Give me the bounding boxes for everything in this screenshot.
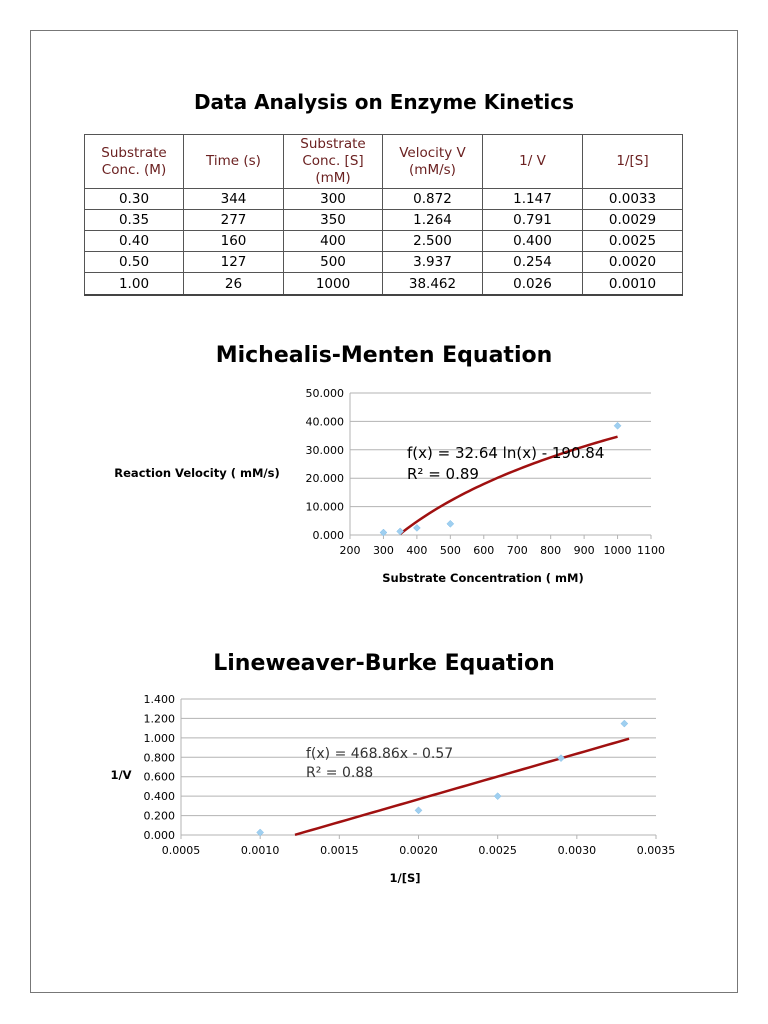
table-cell: 300 (284, 189, 383, 210)
table-cell: 26 (184, 273, 284, 296)
y-axis-label: 1/V (110, 768, 132, 782)
table-cell: 2.500 (383, 231, 483, 252)
trendline-equation: R² = 0.89 (407, 465, 479, 483)
y-tick-label: 10.000 (305, 500, 344, 514)
x-tick-label: 1000 (603, 544, 632, 557)
y-axis-label: Reaction Velocity ( mM/s) (114, 466, 280, 480)
x-tick-label: 800 (540, 544, 562, 557)
table-cell: 160 (184, 231, 284, 252)
table-row (85, 252, 683, 273)
table-header-cell: Substrate Conc. (M) (85, 135, 184, 189)
trendline-equation: f(x) = 468.86x - 0.57 (306, 746, 454, 762)
x-tick-label: 0.0035 (636, 844, 676, 857)
x-tick-label: 0.0010 (240, 844, 280, 857)
table-cell: 1.264 (383, 210, 483, 231)
x-tick-label: 600 (473, 544, 495, 557)
x-axis-label: Substrate Concentration ( mM) (382, 571, 584, 585)
table-header-cell: 1/[S] (583, 135, 683, 189)
x-tick-label: 900 (573, 544, 595, 557)
table-row (85, 189, 683, 210)
y-tick-label: 1.000 (143, 731, 175, 745)
x-tick-label: 700 (506, 544, 528, 557)
y-tick-label: 1.200 (143, 712, 175, 726)
table-cell: 0.0020 (583, 252, 683, 273)
table-cell: 400 (284, 231, 383, 252)
x-tick-label: 200 (339, 544, 361, 557)
x-tick-label: 0.0025 (478, 844, 517, 857)
table-cell: 0.40 (85, 231, 184, 252)
table-header-row (85, 135, 683, 189)
x-tick-label: 0.0030 (557, 844, 597, 857)
y-tick-label: 0.800 (143, 751, 175, 765)
table-header-cell: Substrate Conc. [S] (mM) (284, 135, 383, 189)
table-cell: 0.400 (483, 231, 583, 252)
x-tick-label: 0.0015 (320, 844, 359, 857)
table-header-cell: Time (s) (184, 135, 284, 189)
x-tick-label: 1100 (637, 544, 665, 557)
document-title: Data Analysis on Enzyme Kinetics (193, 90, 575, 114)
table-cell: 344 (184, 189, 284, 210)
enzyme-data-table (84, 134, 683, 296)
table-cell: 0.0029 (583, 210, 683, 231)
table-cell: 0.791 (483, 210, 583, 231)
y-tick-label: 0.000 (143, 829, 175, 842)
chart-title-michaelis-menten: Michealis-Menten Equation (215, 343, 553, 368)
table-header-cell: 1/ V (483, 135, 583, 189)
y-tick-label: 0.000 (312, 529, 344, 542)
table-cell: 0.35 (85, 210, 184, 231)
y-tick-label: 30.000 (305, 443, 344, 457)
table-cell: 0.30 (85, 189, 184, 210)
y-tick-label: 0.600 (143, 770, 175, 784)
y-tick-label: 40.000 (305, 415, 344, 429)
trendline-equation: R² = 0.88 (306, 765, 374, 781)
table-row (85, 231, 683, 252)
y-tick-label: 1.400 (143, 693, 175, 706)
table-cell: 350 (284, 210, 383, 231)
table-cell: 0.0025 (583, 231, 683, 252)
table-cell: 0.254 (483, 252, 583, 273)
table-cell: 277 (184, 210, 284, 231)
table-cell: 500 (284, 252, 383, 273)
table-cell: 0.0033 (583, 189, 683, 210)
x-tick-label: 400 (406, 544, 428, 557)
x-axis-label: 1/[S] (389, 871, 421, 885)
chart-title-lineweaver-burk: Lineweaver-Burke Equation (213, 651, 555, 676)
table-cell: 1.00 (85, 273, 184, 296)
table-header-cell: Velocity V (mM/s) (383, 135, 483, 189)
x-tick-label: 500 (439, 544, 461, 557)
table-cell: 0.872 (383, 189, 483, 210)
table-cell: 0.026 (483, 273, 583, 296)
y-tick-label: 0.200 (143, 809, 175, 823)
table-row (85, 210, 683, 231)
table-cell: 1000 (284, 273, 383, 296)
table-cell: 0.0010 (583, 273, 683, 296)
x-tick-label: 300 (372, 544, 394, 557)
y-tick-label: 0.400 (143, 790, 175, 804)
table-row (85, 273, 683, 296)
trendline-equation: f(x) = 32.64 ln(x) - 190.84 (407, 444, 605, 462)
table-cell: 1.147 (483, 189, 583, 210)
y-tick-label: 20.000 (305, 472, 344, 486)
table-cell: 38.462 (383, 273, 483, 296)
table-cell: 127 (184, 252, 284, 273)
x-tick-label: 0.0020 (399, 844, 438, 857)
x-tick-label: 0.0005 (161, 844, 201, 857)
table-cell: 0.50 (85, 252, 184, 273)
y-tick-label: 50.000 (305, 387, 344, 400)
table-cell: 3.937 (383, 252, 483, 273)
